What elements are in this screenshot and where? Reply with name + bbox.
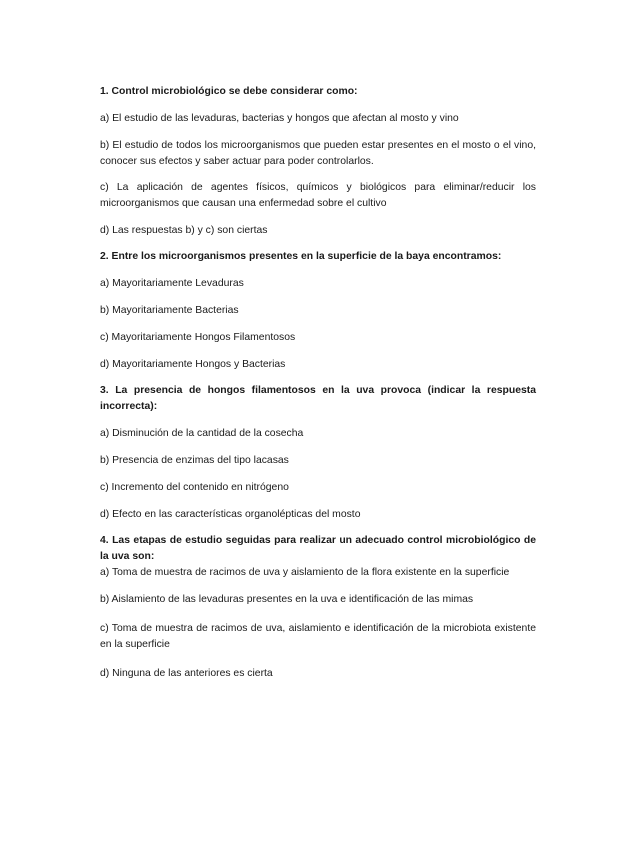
question-1-option-b: b) El estudio de todos los microorganismos que pueden estar presentes en el mosto o el vino, conocer sus efectos y saber actuar para poder controlarlos. [100, 140, 536, 167]
question-1-option-a: a) El estudio de las levaduras, bacterias y hongos que afectan al mosto y vino [100, 113, 459, 124]
question-4-option-a: a) Toma de muestra de racimos de uva y aislamiento de la flora existente en la superficie [100, 567, 510, 578]
document-page [100, 84, 536, 682]
question-1-option-c: c) La aplicación de agentes físicos, químicos y biológicos para eliminar/reducir los microorganismos que causan una enfermedad sobre el cultivo [100, 182, 536, 209]
question-3-option-a: a) Disminución de la cantidad de la cosecha [100, 428, 304, 439]
question-1-title: 1. Control microbiológico se debe considerar como: [100, 86, 358, 97]
question-2-option-a: a) Mayoritariamente Levaduras [100, 278, 244, 289]
question-4-title: 4. Las etapas de estudio seguidas para realizar un adecuado control microbiológico de la uva son: [100, 535, 536, 562]
question-1-option-d: d) Las respuestas b) y c) son ciertas [100, 225, 268, 236]
question-4-option-b: b) Aislamiento de las levaduras presentes en la uva e identificación de las mimas [100, 594, 474, 605]
question-3-option-c: c) Incremento del contenido en nitrógeno [100, 482, 289, 493]
question-2-option-b: b) Mayoritariamente Bacterias [100, 305, 239, 316]
question-4-option-d: d) Ninguna de las anteriores es cierta [100, 668, 273, 679]
question-2-title: 2. Entre los microorganismos presentes en la superficie de la baya encontramos: [100, 251, 502, 262]
question-4-option-c: c) Toma de muestra de racimos de uva, aislamiento e identificación de la microbiota existente en la superficie [100, 623, 536, 650]
question-2-option-c: c) Mayoritariamente Hongos Filamentosos [100, 332, 296, 343]
question-3-option-b: b) Presencia de enzimas del tipo lacasas [100, 455, 289, 466]
question-3-option-d: d) Efecto en las características organolépticas del mosto [100, 509, 361, 520]
question-2-option-d: d) Mayoritariamente Hongos y Bacterias [100, 359, 286, 370]
question-3-title: 3. La presencia de hongos filamentosos en la uva provoca (indicar la respuesta incorrecta): [100, 385, 536, 412]
